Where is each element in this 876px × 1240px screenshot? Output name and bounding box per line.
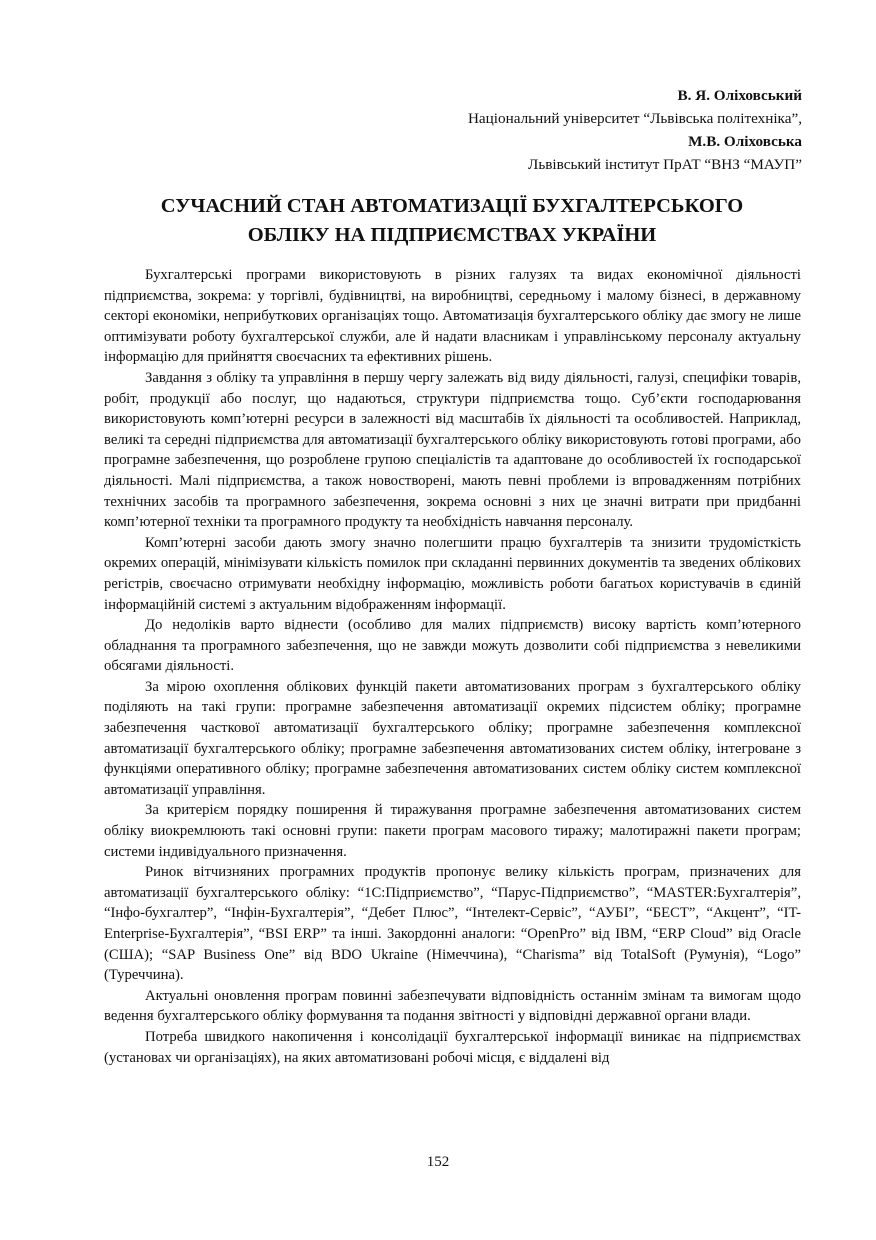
author-name-1: В. Я. Оліховський: [677, 87, 802, 104]
paragraph: Завдання з обліку та управління в першу чергу залежать від виду діяльності, галузі, специфіки товарів, робіт, продукції або послуг, що надаються, структури підприємства тощо. Суб’єкти господарювання використовують комп’ютерні ресурси в залежності від масштабів їх діяльності та особливостей. Наприклад, великі та середні підприємства для автоматизації бухгалтерського обліку використовують готові програми, або програмне забезпечення, що розроблене групою спеціалістів та адаптоване до особливостей їх господарської діяльності. Малі підприємства, а також новостворені, мають певні проблеми із впровадженням потрібних технічних засобів та програмного забезпечення, зокрема основні з них це значні витрати при придбанні комп’ютерної техніки та програмного продукту та необхідність навчання персоналу.: [104, 369, 801, 531]
paragraph: Бухгалтерські програми використовують в різних галузях та видах економічної діяльності підприємства, зокрема: у торгівлі, будівництві, на виробництві, середньому і малому бізнесі, в державному секторі економіки, неприбуткових організаціях тощо. Автоматизація бухгалтерського обліку дає змогу не лише оптимізувати роботу бухгалтерської служби, але й надати власникам і управлінському персоналу актуальну інформацію для прийняття своєчасних та ефективних рішень.: [104, 267, 801, 366]
author-affiliation-1: Національний університет “Львівська політехніка”,: [467, 110, 802, 127]
paragraph: За мірою охоплення облікових функцій пакети автоматизованих програм з бухгалтерського обліку поділяють на такі групи: програмне забезпечення автоматизації окремих підсистем обліку; програмне забезпечення часткової автоматизації бухгалтерського обліку; програмне забезпечення комплексної автоматизації бухгалтерського обліку; програмне забезпечення автоматизованих систем обліку, інтегроване з функціями оперативного обліку; програмне забезпечення автоматизованих систем обліку систем комплексної автоматизації управління.: [104, 678, 801, 798]
title-line-1: СУЧАСНИЙ СТАН АВТОМАТИЗАЦІЇ БУХГАЛТЕРСЬКОГО: [160, 195, 744, 217]
author-affiliation-2: Львівський інститут ПрАТ “ВНЗ “МАУП”: [528, 156, 802, 173]
paragraph: Ринок вітчизняних програмних продуктів пропонує велику кількість програм, призначених для автоматизації бухгалтерського обліку: “1С:Підприємство”, “Парус-Підприємство”, “MASTER:Бухгалтерія”, “Інфо-бухгалтер”, “Інфін-Бухгалтерія”, “Дебет Плюс”, “Інтелект-Сервіс”, “АУБІ”, “БЕСТ”, “Акцент”, “IT-Enterprise-Бухгалтерія”, “BSI ERP” та інші. Закордонні аналоги: “OpenPro” від IBM, “ERP Cloud” від Oracle (США); “SAP Business One” від BDO Ukraine (Німеччина), “Charisma” від TotalSoft (Румунія), “Logo” (Туреччина).: [104, 864, 801, 984]
title-line-2: ОБЛІКУ НА ПІДПРИЄМСТВАХ УКРАЇНИ: [247, 224, 657, 246]
body-text: [104, 265, 801, 1068]
author-block: [282, 84, 802, 176]
paragraph: До недоліків варто віднести (особливо для малих підприємств) високу вартість комп’ютерного обладнання та програмного забезпечення, що не завжди можуть дозволити собі підприємства з невеликими обсягами діяльності.: [104, 617, 801, 675]
paragraph: За критерієм порядку поширення й тиражування програмне забезпечення автоматизованих систем обліку виокремлюють такі основні групи: пакети програм масового тиражу; малотиражні пакети програм; системи індивідуального призначення.: [104, 802, 801, 860]
paragraph: Потреба швидкого накопичення і консолідації бухгалтерської інформації виникає на підприємствах (установах чи організаціях), на яких автоматизовані робочі місця, є віддалені від: [104, 1028, 801, 1066]
author-name-2: М.В. Оліховська: [688, 133, 802, 150]
paragraph: Актуальні оновлення програм повинні забезпечувати відповідність останнім змінам та вимогам щодо ведення бухгалтерського обліку формування та подання звітності у відповідні державної органи влади.: [104, 987, 801, 1025]
paper-title: [104, 192, 800, 250]
paragraph: Комп’ютерні засоби дають змогу значно полегшити працю бухгалтерів та знизити трудомісткість окремих операцій, мінімізувати кількість помилок при складанні первинних документів та зведених облікових регістрів, своєчасно отримувати необхідну інформацію, можливість роботи багатьох користувачів в єдиній інформаційній системі з актуальним відображенням інформації.: [104, 534, 801, 613]
page-number: 152: [426, 1154, 450, 1170]
